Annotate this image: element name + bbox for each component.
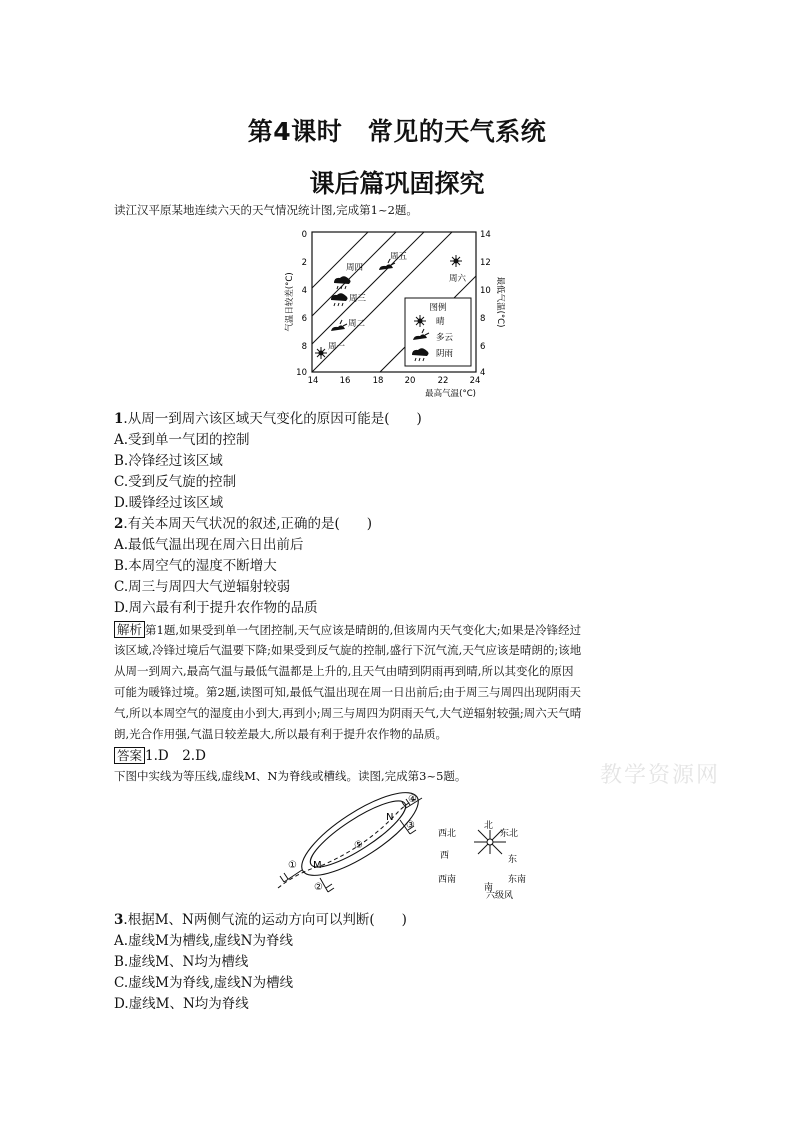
legend-cloudy-label: 多云	[436, 333, 454, 343]
day-label-sat: 周六	[449, 274, 467, 284]
compass-w: 西	[440, 851, 450, 861]
answer-tag: 答案	[114, 747, 145, 764]
compass-sw: 西南	[438, 875, 457, 885]
left-tick: 6	[301, 314, 307, 324]
compass-e: 东	[508, 855, 518, 865]
analysis-tag: 解析	[114, 621, 145, 638]
question-1-stem: 1.从周一到周六该区域天气变化的原因可能是( )	[114, 411, 422, 427]
right-tick: 4	[480, 368, 486, 378]
compass-s: 南	[484, 883, 494, 893]
legend-title: 图例	[429, 303, 447, 313]
wind-barb-icon	[280, 870, 302, 882]
day-label-thu: 周四	[346, 263, 364, 273]
compass-nw: 西北	[438, 829, 457, 839]
q1-option-a: A.受到单一气团的控制	[114, 432, 250, 448]
wind-note: 六级风	[486, 891, 514, 901]
label-M: M	[313, 860, 322, 871]
answer-line: 答案 1.D 2.D	[114, 745, 694, 767]
compass-n: 北	[484, 821, 494, 831]
bottom-axis-label: 最高气温(°C)	[425, 389, 476, 399]
q3-option-b: B.虚线M、N均为槽线	[114, 954, 249, 970]
analysis-line-3: 从周一到周六,最高气温与最低气温都是上升的,且天气由晴到阴雨再到晴,所以其变化的原因	[114, 664, 574, 678]
legend-sunny-label: 晴	[436, 317, 445, 327]
bottom-tick: 16	[339, 376, 351, 386]
bottom-tick: 24	[469, 376, 481, 386]
right-tick: 10	[480, 286, 491, 296]
bottom-tick: 22	[437, 376, 449, 386]
day-label-tue: 周二	[348, 319, 366, 329]
circle-5: ⑤	[354, 840, 363, 851]
left-tick: 4	[301, 286, 307, 296]
q1-option-c: C.受到反气旋的控制	[114, 474, 237, 490]
right-tick: 6	[480, 342, 486, 352]
left-tick: 8	[301, 342, 307, 352]
q2-option-d: D.周六最有利于提升农作物的品质	[114, 600, 318, 616]
q3-option-a: A.虚线M为槽线,虚线N为脊线	[114, 933, 293, 949]
question-3-stem: 3.根据M、N两侧气流的运动方向可以判断( )	[114, 912, 407, 928]
isobar-diagram	[268, 790, 558, 902]
left-axis-label: 气温日较差(°C)	[285, 272, 295, 332]
watermark: 教学资源网	[600, 763, 721, 788]
compass-ne: 东北	[500, 829, 519, 839]
compass-se: 东南	[508, 875, 527, 885]
intro-text-2: 下图中实线为等压线,虚线M、N为脊线或槽线。读图,完成第3~5题。	[114, 769, 467, 783]
page-subtitle: 课后篇巩固探究	[309, 169, 485, 198]
tuesday-cloudy-icon	[331, 320, 347, 331]
right-axis-label: 最低气温(°C)	[495, 276, 505, 328]
day-label-mon: 周一	[328, 342, 346, 352]
circle-4: ④	[408, 794, 417, 805]
q3-option-d: D.虚线M、N均为脊线	[114, 996, 249, 1012]
bottom-tick: 14	[307, 376, 319, 386]
q2-option-c: C.周三与周四大气逆辐射较弱	[114, 579, 291, 595]
saturday-sunny-icon	[450, 255, 462, 267]
analysis-line-4: 可能为暖锋过境。第2题,读图可知,最低气温出现在周一日出前后;由于周三与周四出现阴雨天	[114, 685, 581, 699]
q1-option-b: B.冷锋经过该区域	[114, 453, 223, 469]
analysis-line-1: 解析 第1题,如果受到单一气团控制,天气应该是晴朗的,但该周内天气变化大;如果是冷锋经过	[114, 619, 694, 641]
right-tick: 12	[480, 258, 491, 268]
right-tick: 14	[480, 230, 491, 240]
q2-option-b: B.本周空气的湿度不断增大	[114, 558, 277, 574]
circle-2: ②	[314, 882, 323, 893]
day-label-wed: 周三	[349, 294, 367, 304]
left-tick: 0	[301, 230, 307, 240]
weather-chart	[280, 222, 505, 404]
circle-3: ③	[406, 820, 415, 831]
thursday-rain-icon	[334, 276, 351, 289]
bottom-tick: 20	[404, 376, 416, 386]
analysis-line-6: 朗,光合作用强,气温日较差最大,所以最有利于提升农作物的品质。	[114, 727, 447, 741]
analysis-line-5: 气,所以本周空气的湿度由小到大,再到小;周三与周四为阴雨天气,大气逆辐射较强;周六天气晴	[114, 706, 582, 720]
intro-text-1: 读江汉平原某地连续六天的天气情况统计图,完成第1~2题。	[114, 203, 418, 217]
label-N: N	[386, 812, 394, 823]
analysis-line-2: 该区域,冷锋过境后气温要下降;如果受到反气旋的控制,盛行下沉气流,天气应该是晴朗的;该地	[114, 643, 582, 657]
q3-option-c: C.虚线M为脊线,虚线N为槽线	[114, 975, 294, 991]
monday-sunny-icon	[315, 347, 327, 359]
left-tick: 2	[301, 258, 307, 268]
legend-rain-label: 阴雨	[436, 349, 454, 359]
q2-option-a: A.最低气温出现在周六日出前后	[114, 537, 304, 553]
page-title: 第4课时 常见的天气系统	[247, 117, 547, 146]
day-label-fri: 周五	[390, 252, 408, 262]
left-tick: 10	[296, 368, 307, 378]
q1-option-d: D.暖锋经过该区域	[114, 495, 224, 511]
question-2-stem: 2.有关本周天气状况的叙述,正确的是( )	[114, 516, 373, 532]
bottom-tick: 18	[372, 376, 384, 386]
circle-1: ①	[288, 860, 297, 871]
right-tick: 8	[480, 314, 486, 324]
